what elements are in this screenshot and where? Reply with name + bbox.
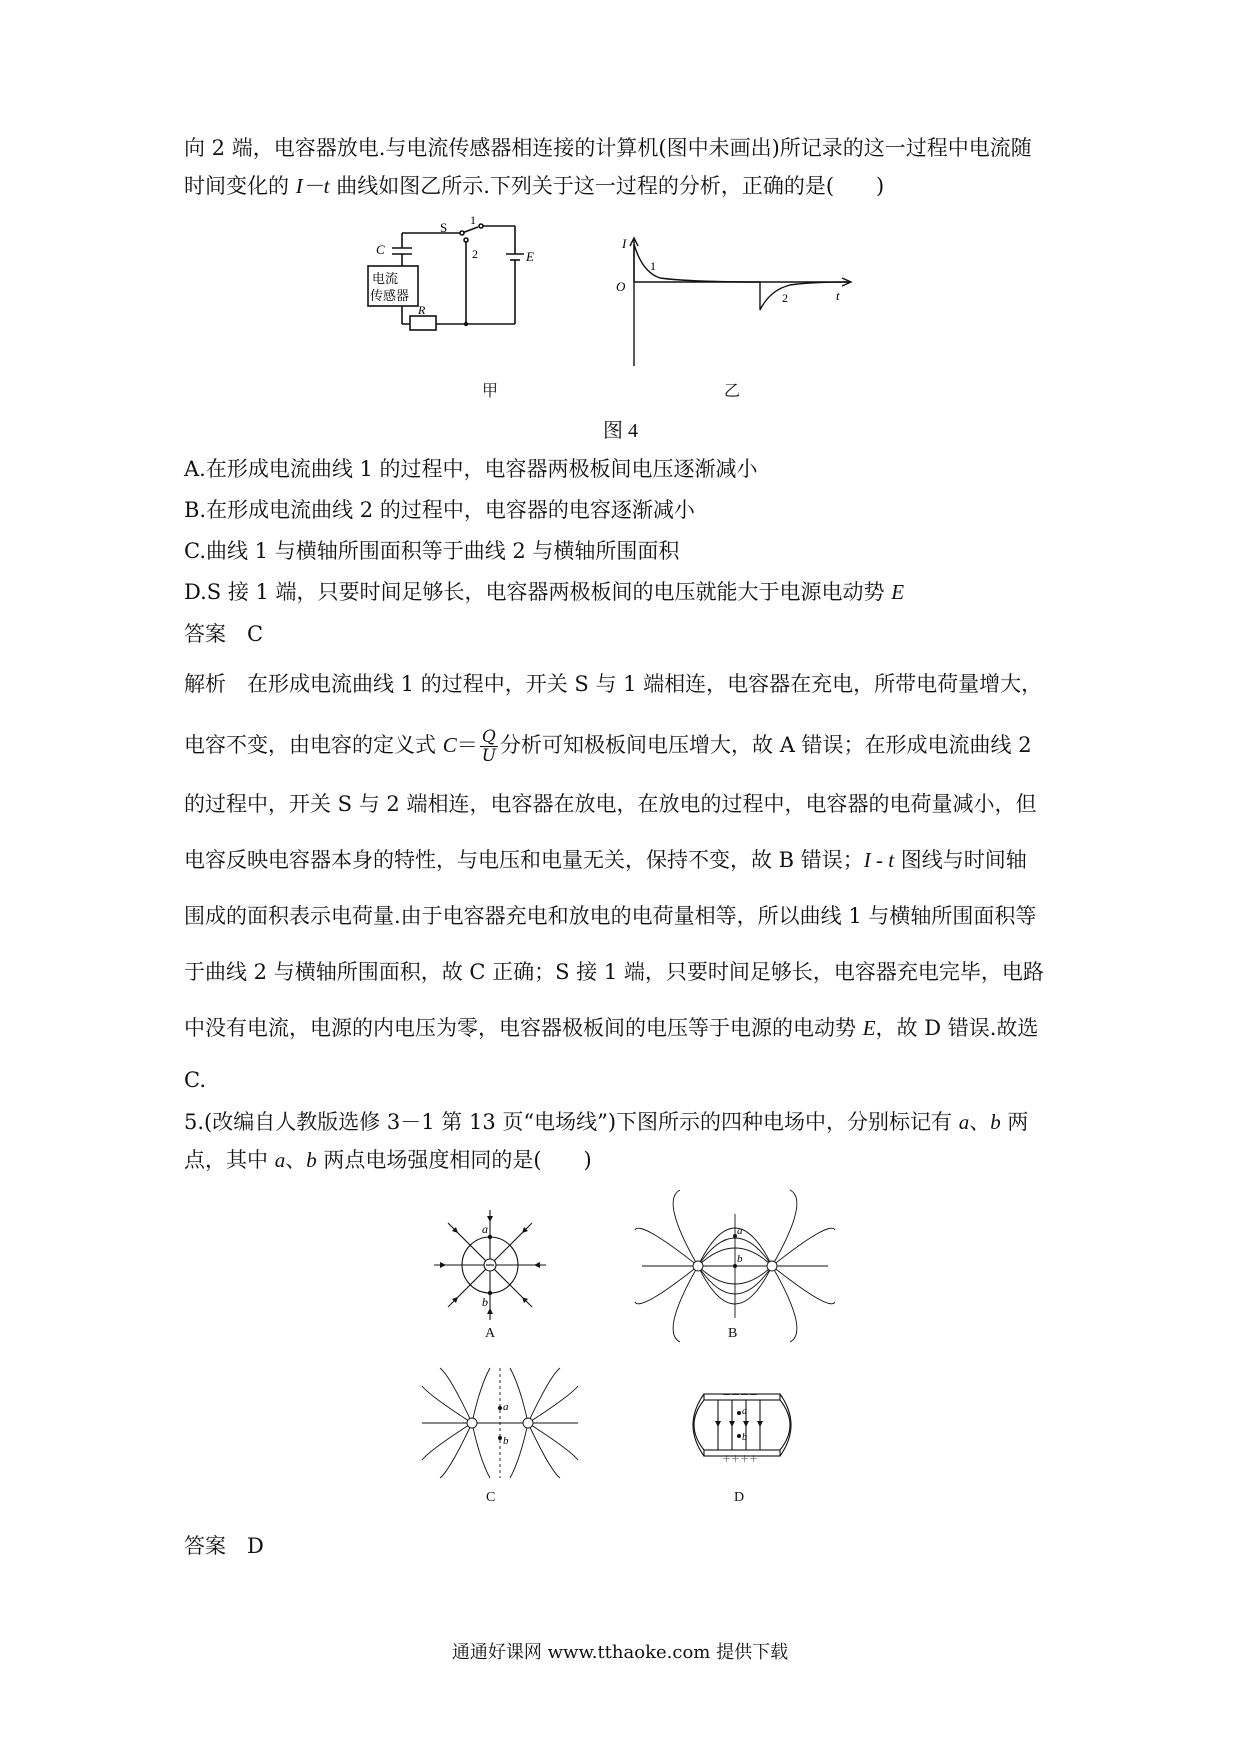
graph-origin-label: O — [616, 279, 626, 294]
q4-stem-text-end: 曲线如图乙所示.下列关于这一过程的分析，正确的是( ) — [329, 174, 885, 198]
q4-stem-text: 时间变化的 — [184, 174, 296, 198]
q4-stem-line2 — [184, 172, 884, 200]
page-footer: 通通好课网 www.tthaoke.com 提供下载 — [451, 1642, 789, 1663]
graph-curve2-label: 2 — [782, 291, 788, 305]
field-figure-b — [640, 1210, 830, 1325]
figure4-caption: 图 4 — [603, 420, 638, 442]
separator: 、 — [285, 1148, 307, 1172]
q4-analysis-text: 在形成电流曲线 1 的过程中，开关 S 与 1 端相连，电容器在充电，所带电荷量增大， — [247, 672, 1043, 696]
point-a-symbol: a — [274, 1148, 286, 1172]
capacitance-fraction — [480, 728, 498, 765]
circuit-label-s: S — [440, 220, 448, 235]
point-b-symbol: b — [990, 1110, 1001, 1134]
fig-d-top-plate-charges: －－－－ — [722, 1390, 759, 1400]
circuit-caption: 甲 — [482, 383, 499, 400]
q4-answer-label: 答案 — [184, 622, 226, 646]
q4-option-b: B.在形成电流曲线 2 的过程中，电容器的电容逐渐减小 — [184, 498, 695, 522]
fig-d-point-b: b — [742, 1432, 747, 1443]
q4-analysis-line5: 围成的面积表示电荷量.由于电容器充电和放电的电荷量相等，所以曲线 1 与横轴所围面积等 — [184, 904, 1037, 928]
q4-analysis-text: ，故 D 错误.故选 — [875, 1016, 1039, 1040]
circuit-diagram — [370, 210, 610, 360]
field-figure-c — [420, 1366, 580, 1481]
q4-option-d — [184, 578, 904, 606]
q4-option-d-text: D.S 接 1 端，只要时间足够长，电容器两极板间的电压就能大于电源电动势 — [184, 580, 892, 604]
fraction-numerator: Q — [480, 728, 498, 747]
fraction-denominator: U — [481, 746, 497, 766]
q4-analysis-line1 — [184, 670, 1042, 698]
q5-stem-line2 — [184, 1146, 592, 1174]
point-b-symbol: b — [306, 1148, 317, 1172]
q4-answer-value: C — [247, 622, 264, 646]
q4-analysis-line4 — [184, 846, 1027, 874]
q4-option-c: C.曲线 1 与横轴所围面积等于曲线 2 与横轴所围面积 — [184, 539, 680, 563]
point-a-symbol: a — [958, 1110, 970, 1134]
q4-analysis-line6: 于曲线 2 与横轴所围面积，故 C 正确；S 接 1 端，只要时间足够长，电容器充电完毕，电路 — [184, 960, 1044, 984]
figure-c-label: C — [486, 1490, 496, 1505]
current-time-graph — [610, 236, 860, 371]
sensor-label-line1: 电流 — [372, 271, 399, 286]
q4-option-a: A.在形成电流曲线 1 的过程中，电容器两极板间电压逐渐减小 — [184, 457, 758, 481]
q4-option-d-symbol: E — [891, 580, 905, 604]
fig-b-point-a: a — [737, 1225, 743, 1237]
fig-d-bottom-plate-charges: ＋＋＋＋ — [722, 1454, 759, 1464]
fig-c-point-a: a — [503, 1401, 509, 1413]
circuit-label-r: R — [418, 303, 426, 317]
q4-analysis-line2 — [184, 728, 1032, 765]
sensor-label-line2: 传感器 — [370, 288, 410, 303]
fig-d-point-a: a — [742, 1406, 747, 1417]
circuit-label-e: E — [526, 249, 534, 264]
fig-b-point-b: b — [737, 1253, 743, 1265]
q5-answer-value: D — [247, 1534, 264, 1558]
q4-analysis-label: 解析 — [184, 672, 226, 696]
q5-answer — [184, 1532, 264, 1560]
figure-d-label: D — [734, 1490, 745, 1505]
graph-curve1-label: 1 — [650, 259, 656, 273]
q5-answer-label: 答案 — [184, 1534, 226, 1558]
graph-caption: 乙 — [724, 383, 741, 400]
q4-analysis-line8: C. — [184, 1068, 206, 1092]
q4-answer — [184, 620, 263, 648]
equals-sign: ＝ — [456, 733, 478, 757]
q5-stem-line1 — [184, 1108, 1028, 1136]
q4-analysis-line7 — [184, 1014, 1038, 1042]
field-figure-a — [430, 1200, 550, 1325]
field-figure-d — [682, 1380, 802, 1472]
fig-c-point-b: b — [503, 1435, 509, 1447]
q5-stem-text: 5.(改编自人教版选修 3－1 第 13 页“电场线”)下图所示的四种电场中，分别标记有 — [184, 1110, 959, 1134]
q4-stem-it-symbol: I－t — [295, 174, 330, 198]
figure-b-label: B — [728, 1326, 738, 1341]
circuit-label-2: 2 — [472, 247, 478, 261]
q4-analysis-text: 分析可知极板间电压增大，故 A 错误；在形成电流曲线 2 — [500, 733, 1032, 757]
circuit-label-1: 1 — [470, 213, 476, 227]
graph-axis-label-t: t — [836, 288, 840, 303]
capacitance-symbol: C — [442, 733, 457, 757]
q5-stem-text: 两点电场强度相同的是( ) — [316, 1148, 592, 1172]
q5-stem-text: 两 — [1000, 1110, 1029, 1134]
q4-stem-line1: 向 2 端，电容器放电.与电流传感器相连接的计算机(图中未画出)所记录的这一过程中电流随 — [184, 136, 1032, 160]
emf-symbol: E — [862, 1016, 876, 1040]
q4-analysis-text: 中没有电流，电源的内电压为零，电容器极板间的电压等于电源的电动势 — [184, 1016, 863, 1040]
q4-analysis-text: 电容不变，由电容的定义式 — [184, 733, 443, 757]
figure-a-label: A — [485, 1326, 496, 1341]
q4-analysis-text: 电容反映电容器本身的特性，与电压和电量无关，保持不变，故 B 错误； — [184, 848, 864, 872]
graph-axis-label-i: I — [622, 236, 627, 251]
circuit-label-c: C — [376, 242, 385, 257]
separator: 、 — [969, 1110, 991, 1134]
it-symbol: I - t — [863, 848, 895, 872]
q5-stem-text: 点，其中 — [184, 1148, 275, 1172]
q4-analysis-text: 图线与时间轴 — [894, 848, 1027, 872]
fig-a-point-a: a — [482, 1222, 488, 1236]
fig-a-point-b: b — [482, 1295, 488, 1309]
q4-analysis-line3: 的过程中，开关 S 与 2 端相连，电容器在放电，在放电的过程中，电容器的电荷量减小，但 — [184, 792, 1037, 816]
